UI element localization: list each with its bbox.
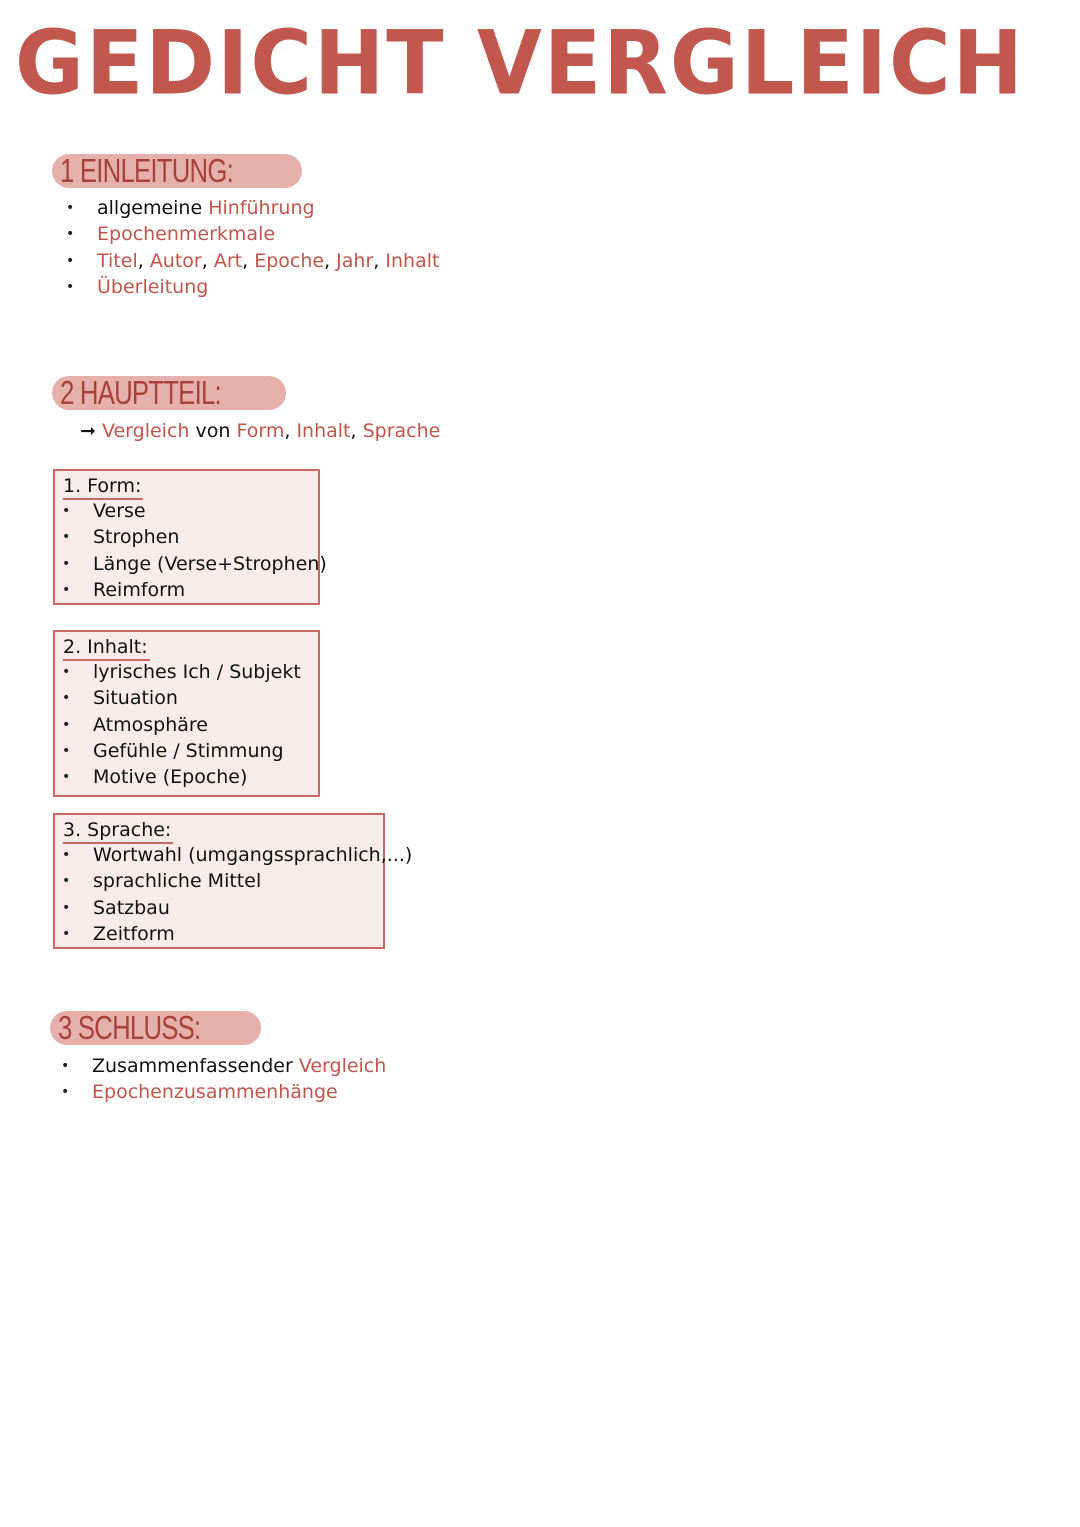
list-item: • Atmosphäre bbox=[55, 712, 301, 738]
list-item: • sprachliche Mittel bbox=[55, 868, 412, 894]
einleitung-list bbox=[55, 195, 439, 300]
highlighted-text: Inhalt bbox=[296, 420, 351, 442]
text: , bbox=[373, 249, 386, 272]
text: , bbox=[201, 249, 214, 272]
text: ➞ bbox=[80, 420, 102, 442]
highlighted-text: Form bbox=[236, 420, 285, 442]
list-item bbox=[50, 1079, 386, 1105]
list-item: • Satzbau bbox=[55, 895, 412, 921]
list-item: • Verse bbox=[55, 498, 327, 524]
box-form bbox=[53, 469, 327, 605]
text: , bbox=[137, 249, 150, 272]
highlighted-text: Sprache bbox=[362, 420, 441, 442]
box-list bbox=[55, 498, 327, 603]
text: , bbox=[242, 249, 255, 272]
highlighted-text: Epoche bbox=[254, 249, 325, 272]
highlighted-text: Hinführung bbox=[208, 197, 315, 219]
section-heading-hauptteil bbox=[52, 376, 286, 410]
list-item bbox=[50, 1053, 386, 1079]
schluss-list bbox=[50, 1053, 386, 1106]
list-item bbox=[55, 274, 439, 300]
highlighted-text: Vergleich bbox=[298, 1055, 387, 1077]
box-list bbox=[55, 659, 301, 790]
text: , bbox=[350, 420, 363, 442]
list-item: • Länge (Verse+Strophen) bbox=[55, 551, 327, 577]
list-item: • Motive (Epoche) bbox=[55, 764, 301, 790]
highlighted-text: Vergleich bbox=[101, 420, 190, 442]
list-item: • Gefühle / Stimmung bbox=[55, 738, 301, 764]
text: von bbox=[189, 420, 237, 442]
section-heading-schluss bbox=[50, 1011, 261, 1045]
text: allgemeine bbox=[97, 197, 209, 219]
highlighted-text: Epochenzusammenhänge bbox=[92, 1081, 338, 1104]
highlighted-text: Art bbox=[213, 249, 243, 272]
highlighted-text: Überleitung bbox=[97, 275, 209, 298]
text: , bbox=[284, 420, 297, 442]
box-sprache bbox=[53, 813, 413, 949]
highlighted-text: Jahr bbox=[336, 249, 374, 272]
section-heading-einleitung bbox=[52, 154, 302, 188]
list-item bbox=[55, 248, 439, 274]
list-item bbox=[55, 221, 439, 247]
box-list bbox=[55, 842, 412, 947]
highlighted-text: Autor bbox=[149, 249, 202, 272]
box-heading: 2. Inhalt: bbox=[63, 635, 150, 661]
box-inhalt bbox=[53, 630, 320, 797]
list-item: • Reimform bbox=[55, 577, 327, 603]
list-item: • Wortwahl (umgangssprachlich,...) bbox=[55, 842, 412, 868]
list-item: • lyrisches Ich / Subjekt bbox=[55, 659, 301, 685]
list-item: • Situation bbox=[55, 685, 301, 711]
list-item bbox=[55, 195, 439, 221]
page-title: GEDICHT VERGLEICH bbox=[15, 11, 1025, 115]
box-heading: 3. Sprache: bbox=[63, 818, 173, 844]
highlighted-text: Epochenmerkmale bbox=[97, 223, 276, 246]
text: Zusammenfassender bbox=[92, 1055, 299, 1077]
heading-text: 3 SCHLUSS: bbox=[58, 1009, 201, 1046]
list-item: • Zeitform bbox=[55, 921, 412, 947]
heading-text: 2 HAUPTTEIL: bbox=[60, 374, 221, 411]
text: , bbox=[324, 249, 337, 272]
hauptteil-arrow-line bbox=[80, 419, 440, 443]
list-item: • Strophen bbox=[55, 524, 327, 550]
highlighted-text: Titel bbox=[97, 249, 138, 272]
box-heading: 1. Form: bbox=[63, 474, 143, 500]
heading-text: 1 EINLEITUNG: bbox=[60, 152, 233, 189]
highlighted-text: Inhalt bbox=[385, 249, 440, 272]
